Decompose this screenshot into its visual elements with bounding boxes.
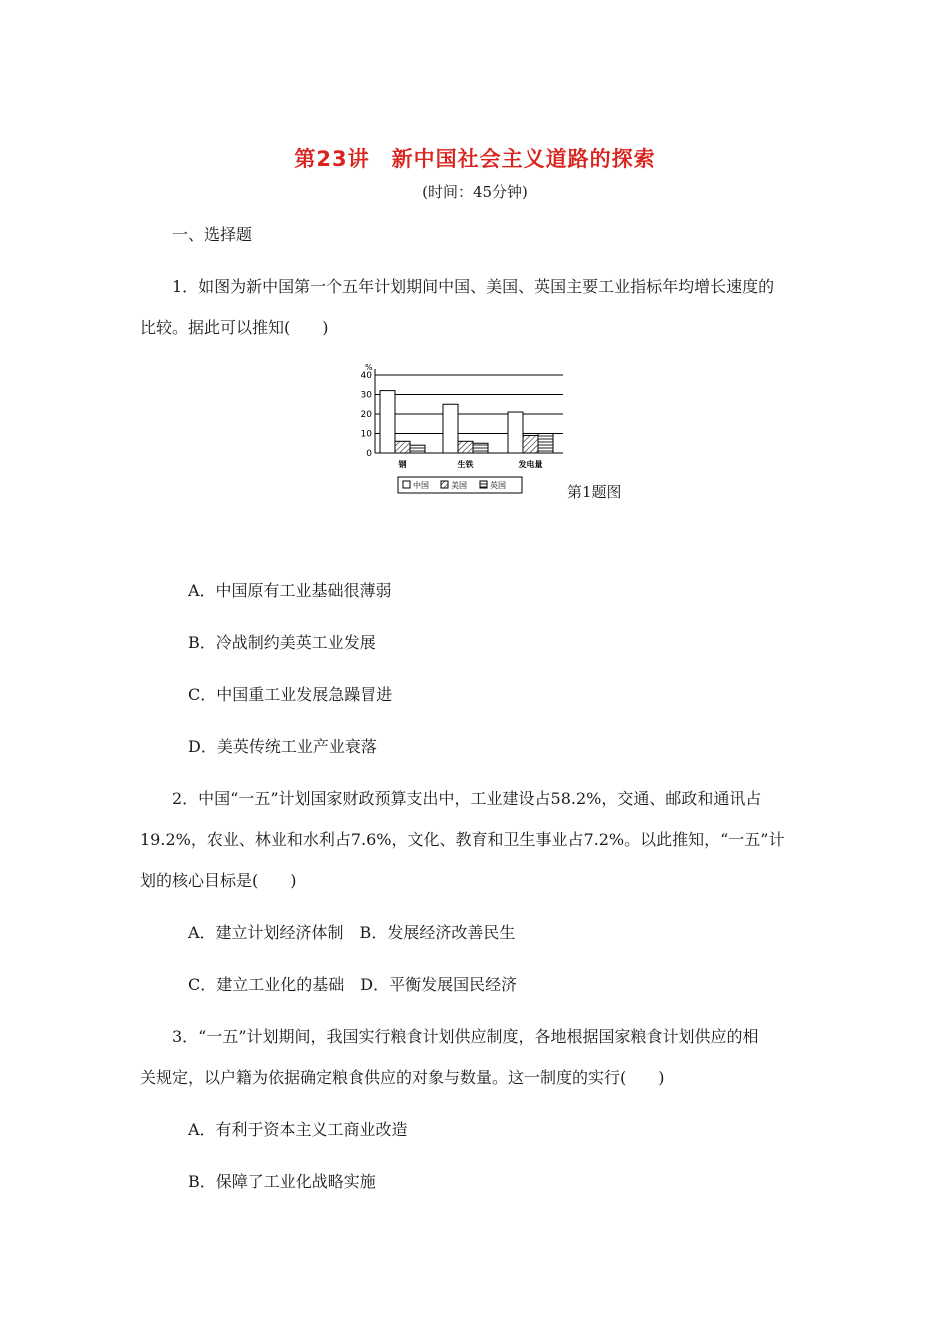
legend-swatch-英国 <box>480 481 487 488</box>
bar-美国 <box>458 441 473 453</box>
category-label: 发电量 <box>518 460 543 469</box>
legend-swatch-美国 <box>441 481 448 488</box>
y-tick-label: 10 <box>360 429 372 440</box>
bar-中国 <box>443 404 458 453</box>
q1-option-a: A．中国原有工业基础很薄弱 <box>188 581 392 600</box>
q1-option-c: C．中国重工业发展急躁冒进 <box>188 685 393 704</box>
q1-bar-chart <box>345 360 565 500</box>
bar-英国 <box>538 434 553 454</box>
bar-英国 <box>410 445 425 453</box>
q1-figure-caption: 第1题图 <box>567 483 622 501</box>
q1-option-b: B．冷战制约美英工业发展 <box>188 633 376 652</box>
bar-美国 <box>395 441 410 453</box>
category-label: 钢 <box>398 460 407 469</box>
category-label: 生铁 <box>457 460 474 469</box>
q1-text-line2: 比较。据此可以推知( ) <box>140 318 329 337</box>
q2-text-line1: 2．中国“一五”计划国家财政预算支出中，工业建设占58.2%，交通、邮政和通讯占 <box>172 789 762 808</box>
q2-text-line3: 划的核心目标是( ) <box>140 871 297 890</box>
page-title: 第23讲 新中国社会主义道路的探索 <box>294 147 656 171</box>
q3-text-line1: 3．“一五”计划期间，我国实行粮食计划供应制度，各地根据国家粮食计划供应的相 <box>172 1027 759 1046</box>
q1-text-line1: 1．如图为新中国第一个五年计划期间中国、美国、英国主要工业指标年均增长速度的 <box>172 277 775 296</box>
q2-options-row1: A．建立计划经济体制 B．发展经济改善民生 <box>188 923 516 942</box>
q3-option-b: B．保障了工业化战略实施 <box>188 1172 376 1191</box>
legend-label: 英国 <box>490 481 506 490</box>
legend-label: 中国 <box>413 481 429 490</box>
legend-swatch-中国 <box>403 481 410 488</box>
bar-中国 <box>380 391 395 453</box>
y-tick-label: 0 <box>366 449 372 459</box>
y-tick-label: 30 <box>360 390 372 401</box>
q2-options-row2: C．建立工业化的基础 D．平衡发展国民经济 <box>188 975 518 994</box>
time-limit: (时间：45分钟) <box>422 183 528 201</box>
bar-美国 <box>523 435 538 453</box>
y-tick-label: 40 <box>360 371 372 381</box>
y-axis-unit: % <box>365 363 373 372</box>
bar-英国 <box>473 443 488 453</box>
q1-option-d: D．美英传统工业产业衰落 <box>188 737 377 756</box>
y-tick-label: 20 <box>360 410 372 420</box>
q3-option-a: A．有利于资本主义工商业改造 <box>188 1120 408 1139</box>
legend-label: 美国 <box>451 481 467 490</box>
bar-中国 <box>508 412 523 453</box>
q2-text-line2: 19.2%，农业、林业和水利占7.6%，文化、教育和卫生事业占7.2%。以此推知，“一五”计 <box>140 830 785 849</box>
q3-text-line2: 关规定，以户籍为依据确定粮食供应的对象与数量。这一制度的实行( ) <box>140 1068 665 1087</box>
section-heading: 一、选择题 <box>172 225 253 244</box>
